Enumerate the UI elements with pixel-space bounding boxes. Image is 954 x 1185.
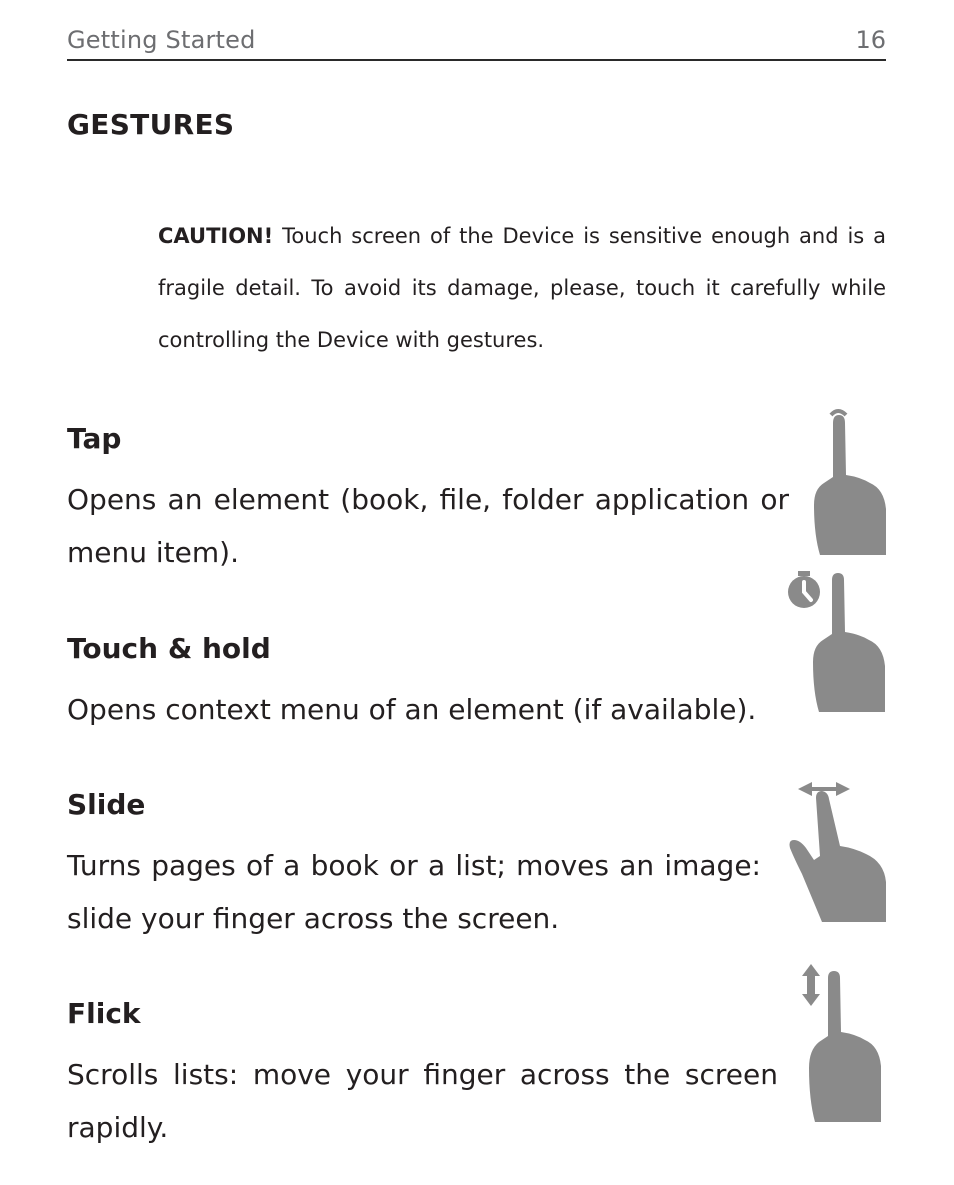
- gesture-touch-hold: [67, 633, 789, 736]
- caution-label: CAUTION!: [158, 224, 274, 248]
- gesture-title: Slide: [67, 788, 146, 821]
- gesture-description: Turns pages of a book or a list; moves an image: slide your finger across the screen.: [67, 849, 761, 935]
- gesture-title: Tap: [67, 422, 122, 455]
- page-number: 16: [855, 26, 886, 54]
- header-section-title: Getting Started: [67, 26, 256, 54]
- gesture-description: Opens context menu of an element (if available).: [67, 693, 757, 726]
- gesture-title: Flick: [67, 997, 141, 1030]
- section-title: GESTURES: [67, 108, 235, 141]
- flick-gesture-icon: [798, 962, 890, 1124]
- gesture-flick: [67, 998, 778, 1154]
- gesture-description: Opens an element (book, file, folder application or menu item).: [67, 483, 789, 569]
- tap-gesture-icon: [808, 405, 890, 557]
- caution-text: Touch screen of the Device is sensitive enough and is a fragile detail. To avoid its damage, please, touch it carefully while controlling the Device with gestures.: [158, 224, 886, 352]
- gesture-title: Touch & hold: [67, 632, 271, 665]
- touch-hold-gesture-icon: [785, 570, 890, 715]
- caution-note: [158, 210, 886, 366]
- gesture-tap: [67, 423, 789, 579]
- gesture-description: Scrolls lists: move your finger across the screen rapidly.: [67, 1058, 778, 1144]
- page-header: [67, 24, 886, 61]
- slide-gesture-icon: [784, 778, 890, 924]
- gesture-slide: [67, 789, 761, 945]
